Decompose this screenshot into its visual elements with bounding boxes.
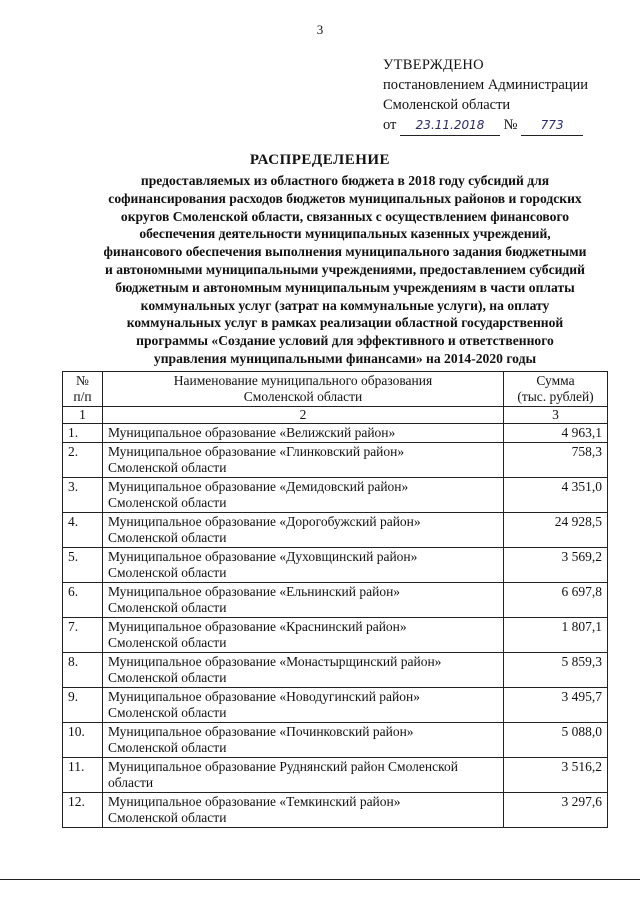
approval-line1: постановлением Администрации [383,77,589,93]
row-number: 8. [63,653,103,688]
subsidy-amount: 4 963,1 [504,424,608,443]
subsidy-amount: 1 807,1 [504,618,608,653]
table-row [63,688,608,723]
approval-block [383,55,623,136]
document-subtitle: предоставляемых из областного бюджета в 2018 году субсидий для софинансирования расходов бюджетов муниципальных районов и городских округов Смоленской области, связанных с осуществлением финансового обеспечения деятельности муниципальных казенных учреждений, финансового обеспечения выполнения муниципального задания бюджетными и автономными муниципальными учреждениями, предоставлением субсидий бюджетным и автономным муниципальным учреждениям в части оплаты коммунальных услуг (затрат на коммунальные услуги), на оплату коммунальных услуг в рамках реализации областной государственной программы «Создание условий для эффективного и ответственного управления муниципальными финансами» на 2014-2020 годы [103,173,587,366]
municipality-name [103,424,504,443]
header-num-line1: № [76,373,89,388]
municipality-name-line2: области [108,775,154,790]
municipality-name-line2: Смоленской области [108,635,227,650]
municipality-name-line1: Муниципальное образование «Монастырщинский район» [108,654,442,669]
municipality-name-line2: Смоленской области [108,460,227,475]
municipality-name [103,653,504,688]
municipality-name [103,758,504,793]
row-number: 10. [63,723,103,758]
table-header-row [63,372,608,407]
municipality-name-line2: Смоленской области [108,600,227,615]
row-number: 1. [63,424,103,443]
row-number: 4. [63,513,103,548]
municipality-name [103,478,504,513]
date-prefix: от [383,117,397,133]
subsidy-amount: 3 297,6 [504,793,608,828]
header-sum-line2: (тыс. рублей) [517,389,594,404]
column-index-row [63,407,608,424]
header-sum [504,372,608,407]
row-number: 2. [63,443,103,478]
header-num-line2: п/п [73,389,92,404]
municipality-name [103,548,504,583]
municipality-name-line1: Муниципальное образование «Демидовский район» [108,479,409,494]
municipality-name-line1: Муниципальное образование «Темкинский район» [108,794,401,809]
municipality-name-line2: Смоленской области [108,810,227,825]
municipality-name-line1: Муниципальное образование «Духовщинский район» [108,549,418,564]
municipality-name [103,723,504,758]
subsidy-amount: 6 697,8 [504,583,608,618]
distribution-table [62,371,608,828]
document-title: РАСПРЕДЕЛЕНИЕ [249,152,391,168]
header-name-line2: Смоленской области [243,389,363,404]
municipality-name-line2: Смоленской области [108,530,227,545]
municipality-name-line2: Смоленской области [108,495,227,510]
approval-title: УТВЕРЖДЕНО [383,57,484,73]
municipality-name-line1: Муниципальное образование «Глинковский район» [108,444,405,459]
table-row [63,548,608,583]
row-number: 5. [63,548,103,583]
municipality-name-line1: Муниципальное образование «Ельнинский район» [108,584,401,599]
row-number: 6. [63,583,103,618]
table-row [63,793,608,828]
municipality-name-line1: Муниципальное образование «Велижский район» [108,425,396,440]
subsidy-amount: 5 088,0 [504,723,608,758]
municipality-name-line1: Муниципальное образование «Дорогобужский район» [108,514,421,529]
municipality-name [103,583,504,618]
header-num [63,372,103,407]
table-row [63,583,608,618]
subsidy-amount: 3 516,2 [504,758,608,793]
municipality-name-line1: Муниципальное образование Руднянский район Смоленской [108,759,458,774]
municipality-name [103,443,504,478]
row-number: 9. [63,688,103,723]
subsidy-amount: 4 351,0 [504,478,608,513]
row-number: 12. [63,793,103,828]
subsidy-amount: 3 495,7 [504,688,608,723]
table-row [63,513,608,548]
municipality-name-line2: Смоленской области [108,565,227,580]
subsidy-amount: 3 569,2 [504,548,608,583]
municipality-name [103,793,504,828]
municipality-name-line1: Муниципальное образование «Починковский район» [108,724,414,739]
column-index: 2 [103,407,504,424]
table-row [63,618,608,653]
column-index: 3 [504,407,608,424]
column-index: 1 [63,407,103,424]
table-row [63,478,608,513]
number-prefix: № [503,117,518,133]
municipality-name-line2: Смоленской области [108,670,227,685]
subsidy-amount: 758,3 [504,443,608,478]
approval-date-line [383,115,623,136]
bottom-rule [0,879,640,880]
approval-date: 23.11.2018 [400,115,500,136]
header-sum-line1: Сумма [536,373,575,388]
subsidy-amount: 24 928,5 [504,513,608,548]
table-row [63,424,608,443]
municipality-name [103,688,504,723]
table-row [63,723,608,758]
subsidy-amount: 5 859,3 [504,653,608,688]
header-name [103,372,504,407]
table-row [63,758,608,793]
approval-line2: Смоленской области [383,97,511,113]
municipality-name-line1: Муниципальное образование «Краснинский район» [108,619,407,634]
municipality-name-line1: Муниципальное образование «Новодугинский район» [108,689,420,704]
municipality-name [103,618,504,653]
page-number: 3 [316,22,324,37]
table-row [63,443,608,478]
municipality-name-line2: Смоленской области [108,740,227,755]
municipality-name [103,513,504,548]
row-number: 3. [63,478,103,513]
table-row [63,653,608,688]
row-number: 7. [63,618,103,653]
header-name-line1: Наименование муниципального образования [173,373,433,388]
row-number: 11. [63,758,103,793]
approval-number: 773 [521,115,583,136]
municipality-name-line2: Смоленской области [108,705,227,720]
